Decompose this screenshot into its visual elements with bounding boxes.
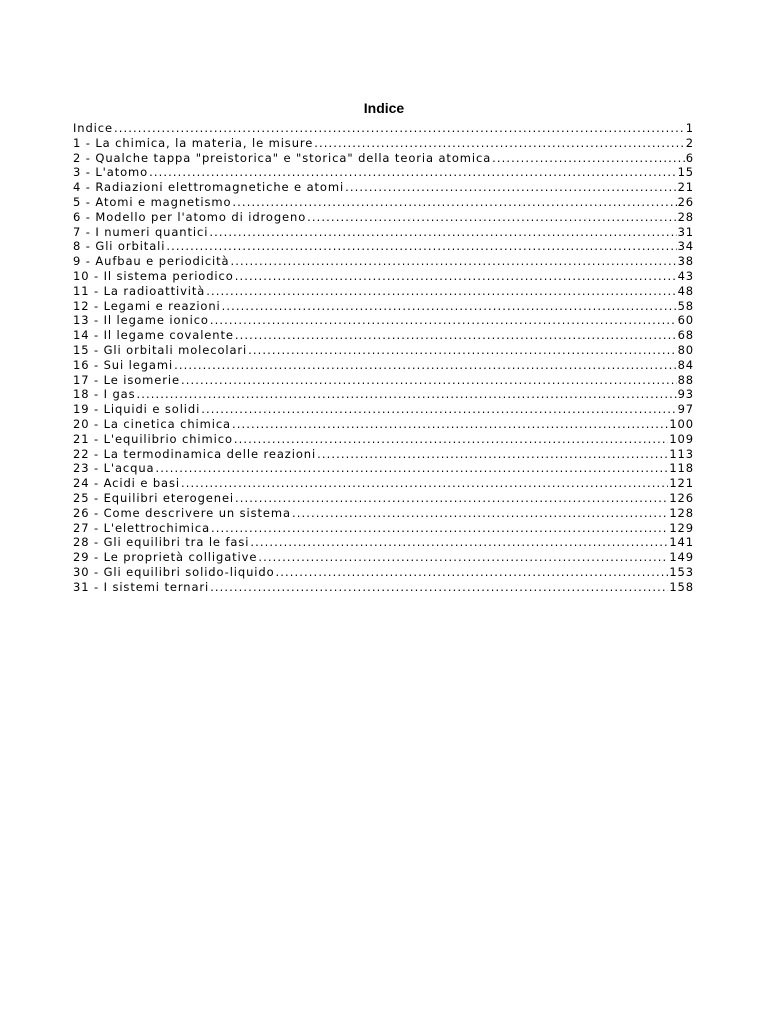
toc-dot-leader (209, 225, 676, 240)
toc-entry-page-number: 97 (677, 402, 694, 417)
toc-entry-label: 30 - Gli equilibri solido-liquido (73, 564, 275, 579)
toc-entry-page-number: 28 (677, 209, 694, 224)
toc-entry-label: 19 - Liquidi e solidi (73, 402, 201, 417)
toc-entry-page-number: 88 (677, 372, 694, 387)
toc-entry-page-number: 21 (677, 180, 694, 195)
toc-dot-leader (201, 402, 676, 417)
toc-entry[interactable] (73, 461, 694, 476)
toc-entry[interactable] (73, 136, 694, 151)
toc-dot-leader (206, 284, 676, 299)
toc-entry-label: 8 - Gli orbitali (73, 239, 166, 254)
toc-dot-leader (235, 491, 668, 506)
toc-dot-leader (235, 328, 677, 343)
toc-dot-leader (210, 313, 677, 328)
toc-entry-label: 21 - L'equilibrio chimico (73, 431, 233, 446)
toc-entry-page-number: 2 (685, 135, 694, 150)
toc-dot-leader (166, 239, 676, 254)
toc-entry[interactable] (73, 328, 694, 343)
toc-entry-page-number: 141 (669, 535, 694, 550)
toc-entry-label: 7 - I numeri quantici (73, 224, 209, 239)
toc-entry-page-number: 58 (677, 298, 694, 313)
toc-entry[interactable] (73, 402, 694, 417)
toc-entry[interactable] (73, 491, 694, 506)
toc-entry[interactable] (73, 387, 694, 402)
toc-dot-leader (149, 165, 676, 180)
table-of-contents (73, 121, 694, 595)
toc-entry-label: 9 - Aufbau e periodicità (73, 254, 230, 269)
toc-entry-page-number: 153 (669, 564, 694, 579)
toc-entry[interactable] (73, 165, 694, 180)
toc-dot-leader (155, 461, 668, 476)
toc-entry-page-number: 80 (677, 342, 694, 357)
toc-entry-page-number: 31 (677, 224, 694, 239)
toc-dot-leader (181, 373, 677, 388)
toc-entry-label: 13 - Il legame ionico (73, 313, 209, 328)
toc-entry-page-number: 149 (669, 550, 694, 565)
toc-entry[interactable] (73, 447, 694, 462)
toc-entry[interactable] (73, 180, 694, 195)
toc-entry[interactable] (73, 550, 694, 565)
toc-entry-page-number: 38 (677, 254, 694, 269)
toc-entry-page-number: 60 (677, 313, 694, 328)
toc-entry-page-number: 15 (677, 165, 694, 180)
toc-entry[interactable] (73, 343, 694, 358)
toc-entry[interactable] (73, 239, 694, 254)
toc-entry-page-number: 128 (669, 505, 694, 520)
toc-entry-label: 22 - La termodinamica delle reazioni (73, 446, 317, 461)
toc-entry[interactable] (73, 313, 694, 328)
toc-entry-page-number: 68 (677, 328, 694, 343)
toc-entry[interactable] (73, 195, 694, 210)
toc-entry-label: 20 - La cinetica chimica (73, 416, 231, 431)
toc-dot-leader (248, 343, 676, 358)
toc-entry-label: 17 - Le isomerie (73, 372, 180, 387)
toc-dot-leader (211, 521, 668, 536)
toc-entry-label: 1 - La chimica, la materia, le misure (73, 135, 314, 150)
toc-dot-leader (232, 417, 668, 432)
toc-entry-label: 27 - L'elettrochimica (73, 520, 211, 535)
toc-entry-label: Indice (73, 121, 113, 135)
toc-entry-label: 26 - Come descrivere un sistema (73, 505, 291, 520)
toc-dot-leader (234, 432, 668, 447)
toc-dot-leader (317, 447, 668, 462)
toc-entry-label: 29 - Le proprietà colligative (73, 550, 258, 565)
toc-entry-label: 18 - I gas (73, 387, 136, 402)
toc-dot-leader (231, 254, 677, 269)
toc-entry[interactable] (73, 269, 694, 284)
toc-dot-leader (314, 136, 685, 151)
toc-entry-page-number: 84 (677, 357, 694, 372)
toc-entry-label: 23 - L'acqua (73, 461, 155, 476)
toc-dot-leader (250, 535, 668, 550)
toc-dot-leader (222, 299, 677, 314)
toc-entry[interactable] (73, 121, 694, 136)
toc-entry-label: 3 - L'atomo (73, 165, 149, 180)
toc-entry-page-number: 126 (669, 490, 694, 505)
toc-entry-label: 4 - Radiazioni elettromagnetiche e atomi (73, 180, 345, 195)
toc-dot-leader (492, 151, 685, 166)
toc-entry-label: 6 - Modello per l'atomo di idrogeno (73, 209, 307, 224)
toc-entry-page-number: 109 (669, 431, 694, 446)
toc-entry[interactable] (73, 210, 694, 225)
toc-dot-leader (114, 121, 685, 136)
toc-entry-page-number: 118 (669, 461, 694, 476)
page-title: Indice (363, 100, 405, 116)
toc-entry-label: 5 - Atomi e magnetismo (73, 194, 232, 209)
toc-entry-label: 16 - Sui legami (73, 357, 174, 372)
toc-entry[interactable] (73, 373, 694, 388)
toc-entry-page-number: 26 (677, 194, 694, 209)
toc-entry-page-number: 48 (677, 283, 694, 298)
toc-entry[interactable] (73, 506, 694, 521)
toc-entry-label: 12 - Legami e reazioni (73, 298, 221, 313)
toc-dot-leader (345, 180, 676, 195)
toc-entry-page-number: 100 (669, 416, 694, 431)
toc-entry-label: 14 - Il legame covalente (73, 328, 234, 343)
toc-entry-page-number: 34 (677, 239, 694, 254)
toc-entry[interactable] (73, 565, 694, 580)
toc-entry-page-number: 6 (685, 150, 694, 165)
toc-entry-label: 11 - La radioattività (73, 283, 206, 298)
toc-entry-page-number: 158 (669, 579, 694, 594)
toc-entry[interactable] (73, 432, 694, 447)
toc-dot-leader (136, 387, 676, 402)
toc-entry-label: 2 - Qualche tappa "preistorica" e "storica" della teoria atomica (73, 150, 492, 165)
toc-dot-leader (307, 210, 676, 225)
toc-entry[interactable] (73, 299, 694, 314)
toc-entry[interactable] (73, 151, 694, 166)
toc-entry[interactable] (73, 284, 694, 299)
toc-entry[interactable] (73, 476, 694, 491)
toc-entry[interactable] (73, 521, 694, 536)
toc-dot-leader (181, 476, 668, 491)
toc-entry-page-number: 129 (669, 520, 694, 535)
toc-entry-label: 24 - Acidi e basi (73, 476, 180, 491)
toc-dot-leader (258, 550, 668, 565)
toc-entry-label: 10 - Il sistema periodico (73, 268, 234, 283)
toc-entry-page-number: 43 (677, 268, 694, 283)
toc-entry[interactable] (73, 358, 694, 373)
toc-entry-label: 25 - Equilibri eterogenei (73, 490, 235, 505)
toc-entry-label: 31 - I sistemi ternari (73, 579, 210, 594)
toc-dot-leader (276, 565, 669, 580)
toc-entry-label: 15 - Gli orbitali molecolari (73, 342, 248, 357)
toc-dot-leader (235, 269, 677, 284)
toc-dot-leader (232, 195, 676, 210)
toc-entry-page-number: 93 (677, 387, 694, 402)
toc-entry-page-number: 113 (669, 446, 694, 461)
toc-dot-leader (174, 358, 677, 373)
toc-entry[interactable] (73, 580, 694, 595)
toc-dot-leader (210, 580, 668, 595)
toc-entry[interactable] (73, 225, 694, 240)
toc-entry[interactable] (73, 254, 694, 269)
toc-dot-leader (292, 506, 668, 521)
toc-entry-label: 28 - Gli equilibri tra le fasi (73, 535, 250, 550)
toc-entry[interactable] (73, 417, 694, 432)
toc-entry-page-number: 121 (669, 476, 694, 491)
toc-entry-page-number: 1 (685, 121, 694, 135)
toc-entry[interactable] (73, 535, 694, 550)
